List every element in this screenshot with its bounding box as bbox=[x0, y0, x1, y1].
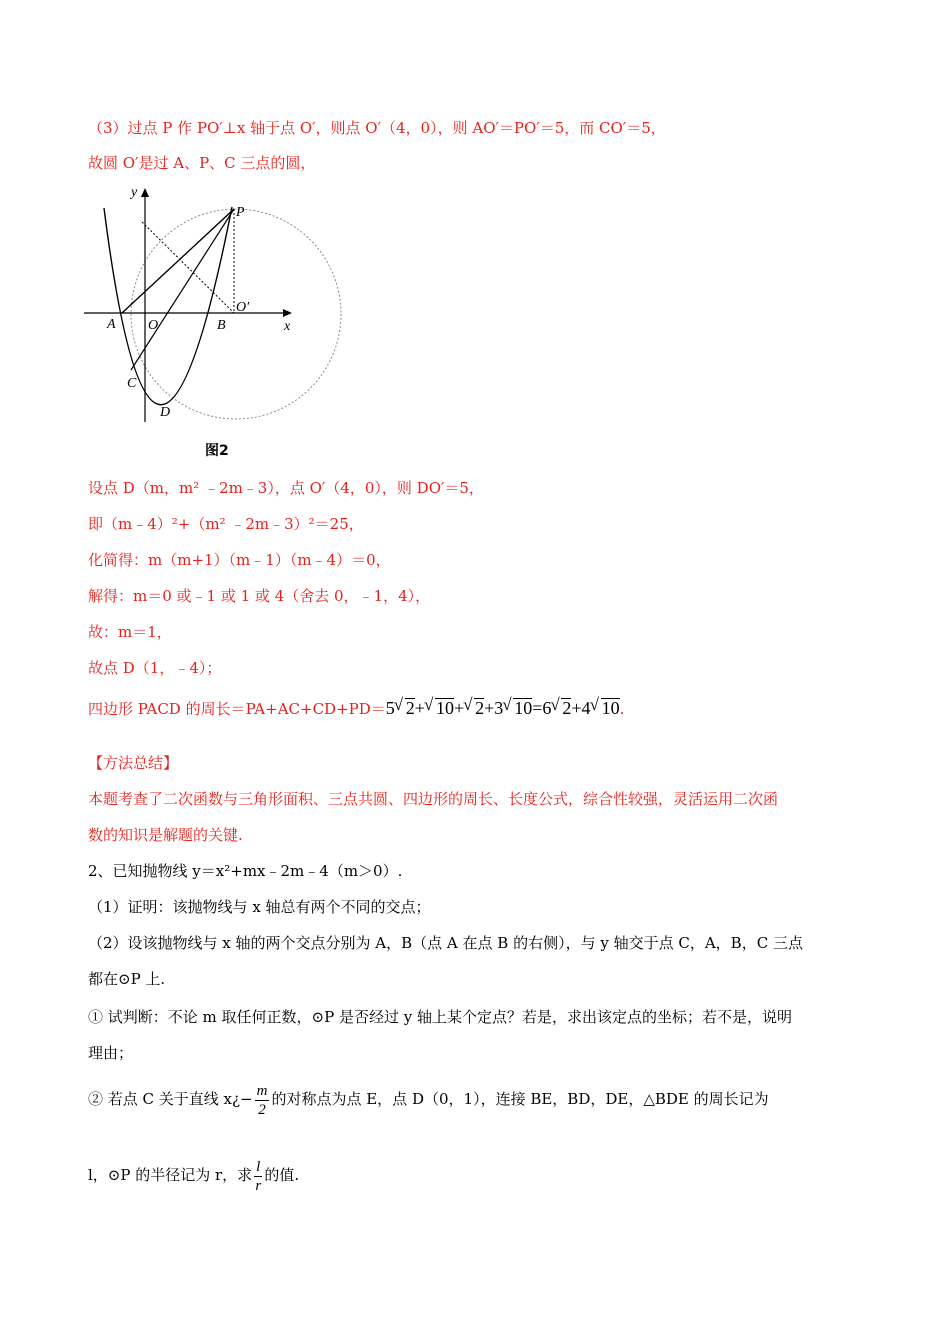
perimeter-formula bbox=[386, 698, 620, 718]
solution-line-3: 设点 D（m，m² ﹣2m﹣3），点 O′（4，0），则 DO′＝5， bbox=[88, 479, 484, 497]
y-axis-arrow bbox=[141, 188, 149, 197]
label-x: x bbox=[284, 319, 291, 334]
question-2-title: 2、已知抛物线 y＝x²+mx﹣2m﹣4（m＞0）. bbox=[88, 862, 403, 880]
q2-5-prefix: l，⊙P 的半径记为 r，求 bbox=[88, 1166, 253, 1184]
solution-line-6: 解得：m＝0 或﹣1 或 1 或 4（舍去 0，﹣1，4）， bbox=[88, 587, 431, 605]
plus-b: + bbox=[453, 698, 465, 718]
equals-6: =6 bbox=[532, 698, 552, 718]
question-2-part-2a: （2）设该抛物线与 x 轴的两个交点分别为 A，B（点 A 在点 B 的右侧），与 y 轴交于点 C，A，B，C 三点 bbox=[88, 934, 803, 952]
fraction-l-over-r bbox=[254, 1158, 262, 1195]
segment-dashed bbox=[142, 222, 234, 313]
sqrt-10-c: √ 10 bbox=[601, 698, 620, 717]
x-axis-arrow bbox=[283, 309, 292, 317]
solution-line-5: 化简得：m（m+1）（m﹣1）（m﹣4）＝0， bbox=[88, 551, 391, 569]
method-summary-line-1: 本题考查了二次函数与三角形面积、三点共圆、四边形的周长、长度公式，综合性较强，灵活运用二次函 bbox=[88, 790, 779, 808]
fraction-m-over-2 bbox=[255, 1082, 270, 1119]
parabola bbox=[104, 207, 232, 405]
method-summary-line-2: 数的知识是解题的关键. bbox=[88, 826, 243, 844]
frac-denominator: 2 bbox=[258, 1101, 266, 1118]
perimeter-prefix: 四边形 PACD 的周长＝PA+AC+CD+PD＝ bbox=[88, 700, 386, 718]
question-2-part-4 bbox=[88, 1080, 880, 1119]
solution-line-4: 即（m﹣4）²+（m² ﹣2m﹣3）²＝25， bbox=[88, 515, 364, 533]
frac-numerator: l bbox=[256, 1158, 261, 1175]
q2-4-suffix: 的对称点为点 E，点 D（0，1），连接 BE，BD，DE，△BDE 的周长记为 bbox=[271, 1090, 769, 1108]
label-o-prime: O′ bbox=[236, 300, 250, 315]
label-a: A bbox=[107, 317, 116, 332]
frac-denominator: r bbox=[255, 1177, 262, 1194]
solution-line-1: （3）过点 P 作 PO′⊥x 轴于点 O′，则点 O′（4，0），则 AO′＝PO′＝5，而 CO′＝5， bbox=[88, 119, 666, 137]
question-2-part-1: （1）证明：该抛物线与 x 轴总有两个不同的交点； bbox=[88, 898, 431, 916]
perimeter-suffix: . bbox=[619, 700, 625, 718]
sqrt-10-b: √ 10 bbox=[513, 698, 532, 717]
label-p: P bbox=[236, 205, 245, 220]
parabola-circle-figure bbox=[84, 182, 349, 467]
sqrt-2-c: √ 2 bbox=[561, 698, 571, 717]
perimeter-line bbox=[88, 698, 880, 719]
question-2-part-3b: 理由； bbox=[88, 1044, 134, 1062]
solution-line-7: 故：m＝1， bbox=[88, 623, 172, 641]
solution-line-8: 故点 D（1，﹣4）； bbox=[88, 659, 222, 677]
sqrt-2-a: √ 2 bbox=[405, 698, 415, 717]
question-2-part-2b: 都在⊙P 上. bbox=[88, 970, 166, 988]
label-o: O bbox=[148, 318, 159, 333]
method-summary-title: 【方法总结】 bbox=[88, 754, 179, 772]
plus-a: + bbox=[414, 698, 425, 718]
q2-4-prefix: ② 若点 C 关于直线 x¿− bbox=[88, 1090, 253, 1108]
sqrt-10-a: √ 10 bbox=[435, 698, 454, 717]
q2-5-suffix: 的值. bbox=[264, 1166, 300, 1184]
coef-5: 5 bbox=[385, 698, 395, 718]
sqrt-2-b: √ 2 bbox=[474, 698, 484, 717]
label-c: C bbox=[127, 376, 137, 391]
plus-3: +3 bbox=[484, 698, 504, 718]
solution-line-2: 故圆 O′是过 A、P、C 三点的圆， bbox=[88, 154, 316, 172]
figure-caption: 图2 bbox=[205, 443, 229, 459]
label-y: y bbox=[131, 185, 138, 200]
label-d: D bbox=[160, 405, 171, 420]
label-b: B bbox=[217, 318, 226, 333]
question-2-part-3a: ① 试判断：不论 m 取任何正数，⊙P 是否经过 y 轴上某个定点？若是，求出该定点的坐标；若不是，说明 bbox=[88, 1008, 792, 1026]
question-2-part-5 bbox=[88, 1156, 880, 1195]
plus-4: +4 bbox=[571, 698, 591, 718]
frac-numerator: m bbox=[256, 1082, 268, 1099]
